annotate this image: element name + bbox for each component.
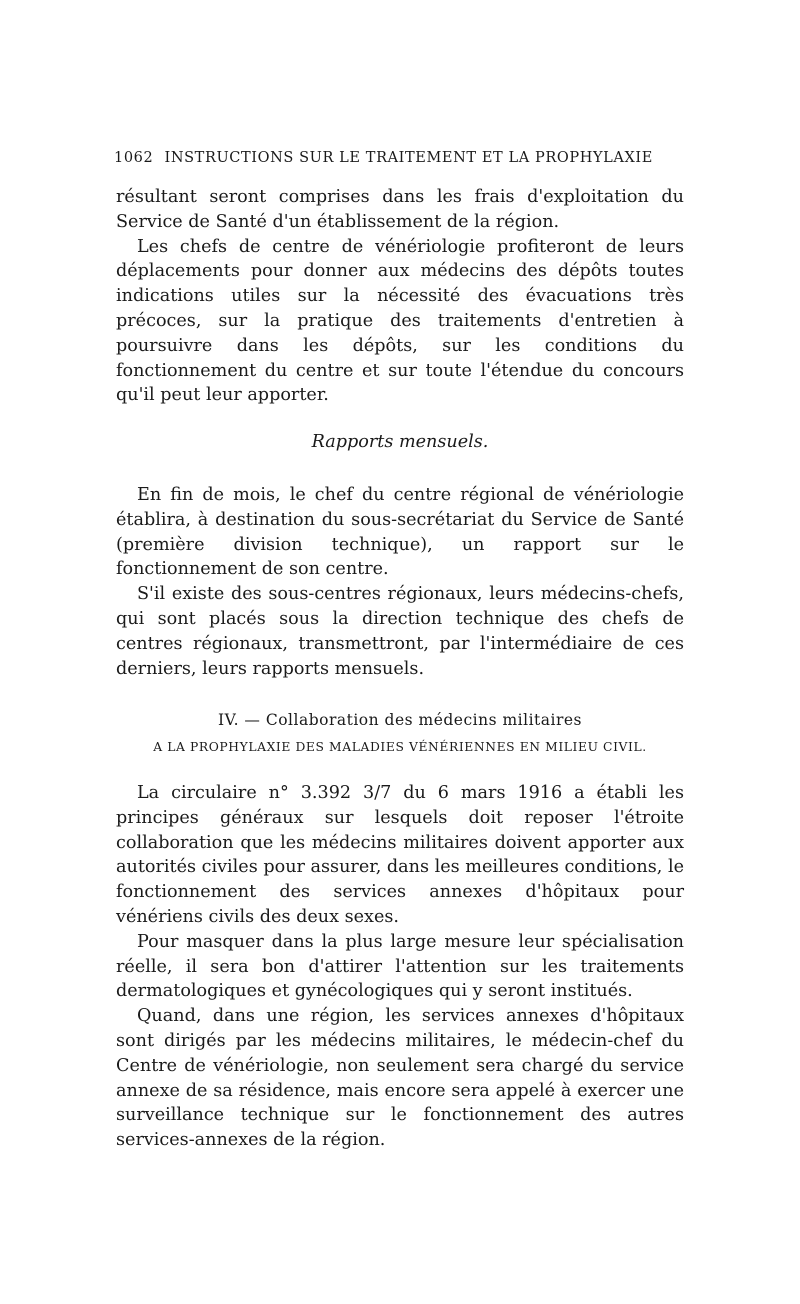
- text-block-top: [116, 185, 684, 408]
- subtitle-rapports-mensuels: Rapports mensuels.: [311, 432, 489, 452]
- section-heading-iv: IV. — Collaboration des médecins militaires: [217, 711, 583, 729]
- section-heading-iv-subtitle: A LA PROPHYLAXIE DES MALADIES VÉNÉRIENNES EN MILIEU CIVIL.: [153, 740, 647, 754]
- paragraph-quand: Quand, dans une région, les services annexes d'hôpitaux sont dirigés par les médecins militaires, le médecin-chef du Centre de vénériologie, non seulement sera chargé du service annexe de sa résidence, mais encore sera appelé à exercer une surveillance technique sur le fonctionnement des autres services-annexes de la région.: [116, 1006, 684, 1151]
- text-block-rapports: [116, 483, 684, 681]
- paragraph-fin-de-mois: En fin de mois, le chef du centre régional de vénériologie établira, à destination du sous-secrétariat du Service de Santé (première division technique), un rapport sur le fonctionnement de son centre.: [116, 485, 684, 580]
- text-block-section-iv: [116, 781, 684, 1153]
- page-number: 1062: [114, 150, 154, 166]
- running-header: [114, 150, 684, 166]
- running-title: INSTRUCTIONS SUR LE TRAITEMENT ET LA PROPHYLAXIE: [164, 150, 653, 166]
- paragraph-sous-centres: S'il existe des sous-centres régionaux, leurs médecins-chefs, qui sont placés sous la direction technique des chefs de centres régionaux, transmettront, par l'intermédiaire de ces derniers, leurs rapports mensuels.: [116, 584, 684, 679]
- paragraph-chefs-centre: Les chefs de centre de vénériologie profiteront de leurs déplacements pour donner aux médecins des dépôts toutes indications utiles sur la nécessité des évacuations très précoces, sur la pratique des traitements d'entretien à poursuivre dans les dépôts, sur les conditions du fonctionnement du centre et sur toute l'étendue du concours qu'il peut leur apporter.: [116, 236, 684, 406]
- paragraph-circulaire: La circulaire n° 3.392 3/7 du 6 mars 1916 a établi les principes généraux sur lesquels doit reposer l'étroite collaboration que les médecins militaires doivent apporter aux autorités civiles pour assurer, dans les meilleures conditions, le fonctionnement des services annexes d'hôpitaux pour vénériens civils des deux sexes.: [116, 783, 684, 927]
- paragraph-continued: résultant seront comprises dans les frais d'exploitation du Service de Santé d'un établissement de la région.: [116, 187, 684, 232]
- paragraph-masquer: Pour masquer dans la plus large mesure leur spécialisation réelle, il sera bon d'attirer l'attention sur les traitements dermatologiques et gynécologiques qui y seront institués.: [116, 931, 684, 1002]
